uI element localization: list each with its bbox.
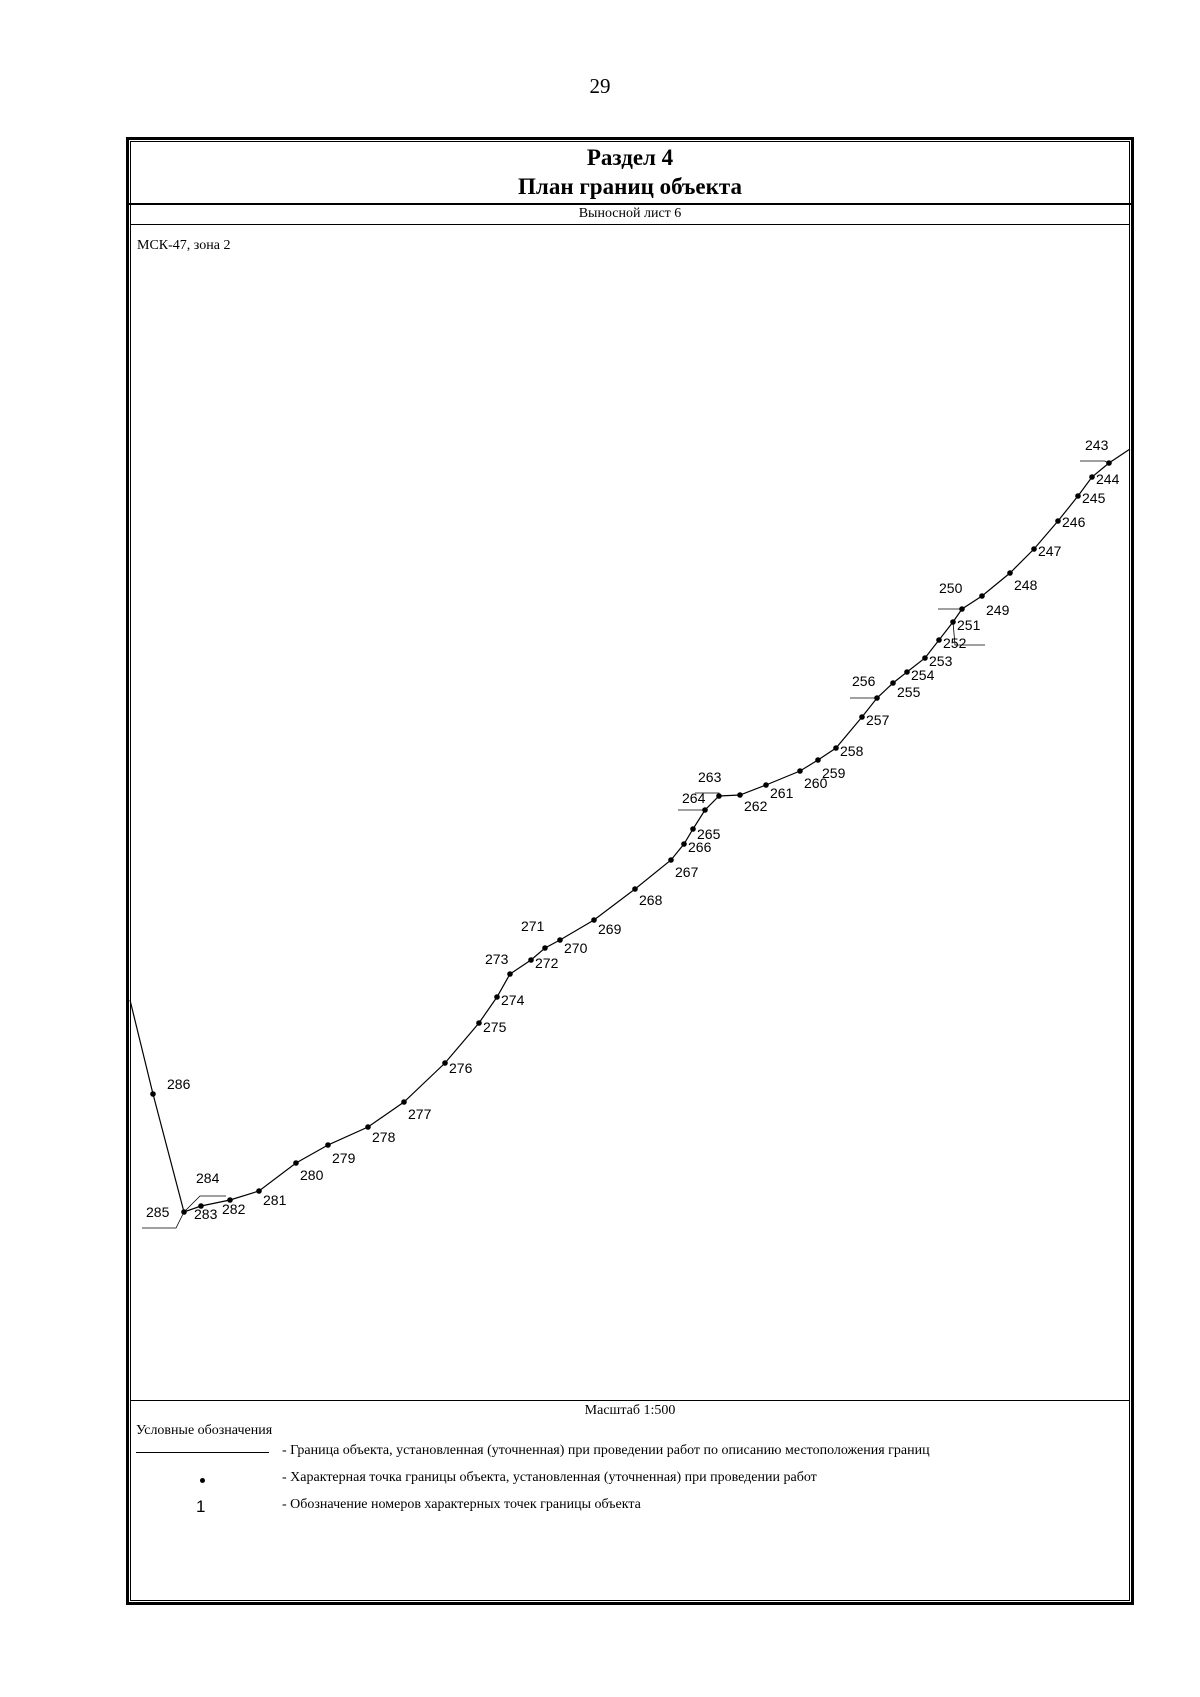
boundary-point-247: [1031, 546, 1037, 552]
boundary-point-264: [702, 807, 708, 813]
point-label-267: 267: [675, 864, 699, 880]
boundary-point-250: [959, 606, 965, 612]
points-layer: [150, 460, 1112, 1215]
point-label-269: 269: [598, 921, 622, 937]
coordinate-system-label: МСК-47, зона 2: [137, 238, 231, 253]
boundary-point-281: [256, 1188, 262, 1194]
boundary-point-274: [494, 994, 500, 1000]
point-label-265: 265: [697, 826, 721, 842]
boundary-point-268: [632, 886, 638, 892]
legend-number-text: - Обозначение номеров характерных точек границы объекта: [282, 1497, 641, 1512]
boundary-point-261: [763, 782, 769, 788]
plan-title: План границ объекта: [518, 174, 742, 199]
leader-layer: [142, 461, 1108, 1228]
boundary-point-270: [557, 937, 563, 943]
boundary-point-267: [668, 857, 674, 863]
boundary-point-254: [904, 669, 910, 675]
section-title: Раздел 4: [586, 145, 674, 170]
boundary-point-285: [181, 1209, 187, 1215]
boundary-point-286: [150, 1091, 156, 1097]
point-label-270: 270: [564, 940, 588, 956]
boundary-point-246: [1055, 518, 1061, 524]
point-label-261: 261: [770, 785, 794, 801]
point-label-257: 257: [866, 712, 890, 728]
point-label-249: 249: [986, 602, 1010, 618]
point-label-281: 281: [263, 1192, 287, 1208]
boundary-point-249: [979, 593, 985, 599]
boundary-point-271: [542, 945, 548, 951]
point-label-275: 275: [483, 1019, 507, 1035]
boundary-point-266: [681, 841, 687, 847]
boundary-point-272: [528, 957, 534, 963]
point-label-264: 264: [682, 790, 706, 806]
point-label-279: 279: [332, 1150, 356, 1166]
point-label-283: 283: [194, 1206, 218, 1222]
labels-layer: [146, 437, 1120, 1222]
leader-line-243: [1080, 461, 1108, 463]
sheet-label: Выносной лист 6: [578, 206, 682, 221]
boundary-point-262: [737, 792, 743, 798]
boundary-point-280: [293, 1160, 299, 1166]
boundary-point-252: [936, 637, 942, 643]
boundary-point-276: [442, 1060, 448, 1066]
boundary-point-265: [690, 826, 696, 832]
boundary-line: [130, 449, 1130, 1212]
point-label-256: 256: [852, 673, 876, 689]
legend-number-symbol: 1: [196, 1497, 206, 1516]
point-label-273: 273: [485, 951, 509, 967]
map-bottom-divider: [130, 1400, 1130, 1401]
boundary-point-278: [365, 1124, 371, 1130]
legend-title: Условные обозначения: [136, 1423, 273, 1438]
point-label-284: 284: [196, 1170, 220, 1186]
boundary-point-244: [1089, 474, 1095, 480]
point-label-259: 259: [822, 765, 846, 781]
boundary-point-255: [890, 680, 896, 686]
boundary-point-275: [476, 1020, 482, 1026]
boundary-point-269: [591, 917, 597, 923]
point-label-285: 285: [146, 1204, 170, 1220]
boundary-point-277: [401, 1099, 407, 1105]
boundary-point-263: [716, 793, 722, 799]
point-label-248: 248: [1014, 577, 1038, 593]
boundary-point-260: [797, 768, 803, 774]
point-label-274: 274: [501, 992, 525, 1008]
boundary-point-257: [859, 714, 865, 720]
legend-boundary-line-symbol: [136, 1452, 269, 1453]
point-label-278: 278: [372, 1129, 396, 1145]
point-label-254: 254: [911, 667, 935, 683]
point-label-282: 282: [222, 1201, 246, 1217]
boundary-point-251: [950, 619, 956, 625]
boundary-point-259: [815, 757, 821, 763]
point-label-255: 255: [897, 684, 921, 700]
boundary-layer: [130, 449, 1130, 1212]
boundary-point-256: [874, 695, 880, 701]
point-label-266: 266: [688, 839, 712, 855]
boundary-point-258: [833, 745, 839, 751]
point-label-272: 272: [535, 955, 559, 971]
point-label-243: 243: [1085, 437, 1109, 453]
point-label-253: 253: [929, 653, 953, 669]
point-label-263: 263: [698, 769, 722, 785]
point-label-245: 245: [1082, 490, 1106, 506]
point-label-247: 247: [1038, 543, 1062, 559]
point-label-250: 250: [939, 580, 963, 596]
boundary-point-248: [1007, 570, 1013, 576]
boundary-point-253: [922, 655, 928, 661]
point-label-277: 277: [408, 1106, 432, 1122]
point-label-262: 262: [744, 798, 768, 814]
point-label-286: 286: [167, 1076, 191, 1092]
point-label-280: 280: [300, 1167, 324, 1183]
boundary-point-279: [325, 1142, 331, 1148]
point-label-252: 252: [943, 635, 967, 651]
scale-label: Масштаб 1:500: [584, 1403, 676, 1418]
point-label-246: 246: [1062, 514, 1086, 530]
boundary-point-245: [1075, 493, 1081, 499]
point-label-244: 244: [1096, 471, 1120, 487]
point-label-258: 258: [840, 743, 864, 759]
boundary-point-243: [1106, 460, 1112, 466]
point-label-260: 260: [804, 775, 828, 791]
legend-point-text: - Характерная точка границы объекта, установленная (уточненная) при проведении работ: [282, 1470, 817, 1485]
point-label-251: 251: [957, 617, 981, 633]
page-number: 29: [589, 74, 611, 98]
boundary-point-273: [507, 971, 513, 977]
legend-point-symbol: [200, 1478, 205, 1483]
point-label-276: 276: [449, 1060, 473, 1076]
point-label-271: 271: [521, 918, 545, 934]
legend-boundary-text: - Граница объекта, установленная (уточненная) при проведении работ по описанию местоположения границ: [282, 1443, 930, 1458]
point-label-268: 268: [639, 892, 663, 908]
